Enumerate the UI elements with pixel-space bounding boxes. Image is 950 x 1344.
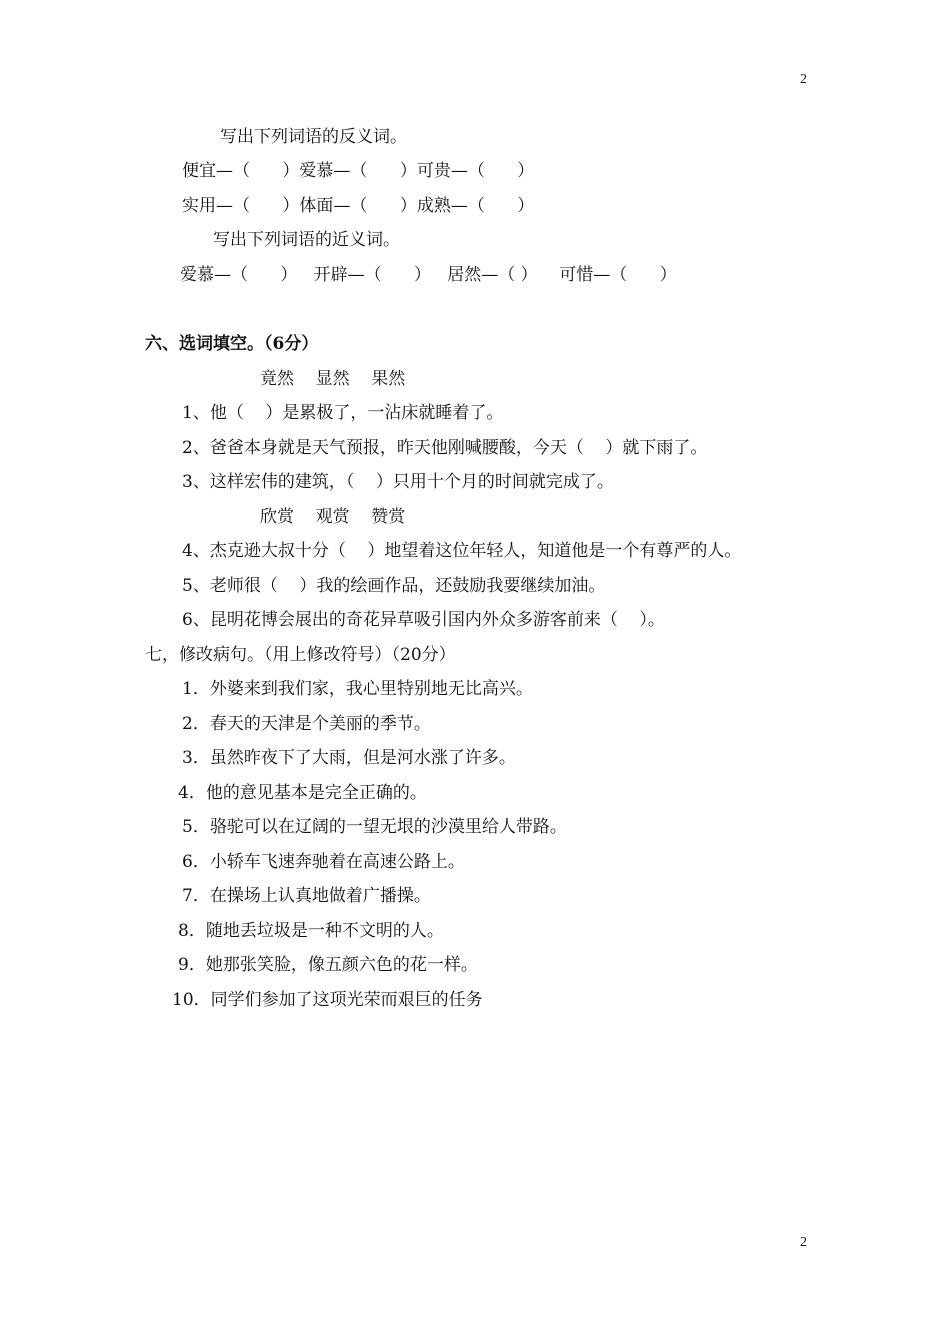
fill-item-5: 5、老师很（ ）我的绘画作品，还鼓励我要继续加油。 bbox=[182, 576, 606, 596]
section-6-title: 六、选词填空。（6分） bbox=[145, 334, 319, 354]
word-choices-b: 欣赏 观赏 赞赏 bbox=[260, 507, 406, 527]
fill-item-2: 2、爸爸本身就是天气预报，昨天他刚喊腰酸，今天（ ）就下雨了。 bbox=[182, 438, 708, 458]
synonyms-instruction: 写出下列词语的近义词。 bbox=[213, 230, 400, 250]
correction-item-3: 3．虽然昨夜下了大雨，但是河水涨了许多。 bbox=[182, 748, 516, 768]
correction-item-8: 8．随地丢垃圾是一种不文明的人。 bbox=[178, 921, 444, 941]
correction-item-5: 5．骆驼可以在辽阔的一望无垠的沙漠里给人带路。 bbox=[182, 817, 567, 837]
synonyms-row-1: 爱慕—（ ） 开辟—（ ） 居然—（ ） 可惜—（ ） bbox=[180, 265, 677, 285]
word-choices-a: 竟然 显然 果然 bbox=[260, 369, 406, 389]
page-number-top: 2 bbox=[800, 72, 807, 87]
antonyms-row-2: 实用—（ ）体面—（ ）成熟—（ ） bbox=[182, 196, 535, 216]
correction-item-7: 7．在操场上认真地做着广播操。 bbox=[182, 886, 431, 906]
correction-item-9: 9．她那张笑脸，像五颜六色的花一样。 bbox=[178, 955, 478, 975]
fill-item-6: 6、昆明花博会展出的奇花异草吸引国内外众多游客前来（ ）。 bbox=[182, 610, 665, 630]
fill-item-4: 4、杰克逊大叔十分（ ）地望着这位年轻人，知道他是一个有尊严的人。 bbox=[182, 541, 742, 561]
correction-item-10: 10．同学们参加了这项光荣而艰巨的任务 bbox=[172, 990, 483, 1010]
correction-item-4: 4．他的意见基本是完全正确的。 bbox=[178, 783, 427, 803]
correction-item-6: 6．小轿车飞速奔驰着在高速公路上。 bbox=[182, 852, 465, 872]
antonyms-instruction: 写出下列词语的反义词。 bbox=[220, 127, 407, 147]
fill-item-1: 1、他（ ）是累极了，一沾床就睡着了。 bbox=[182, 403, 504, 423]
correction-item-2: 2．春天的天津是个美丽的季节。 bbox=[182, 714, 431, 734]
page-number-bottom: 2 bbox=[800, 1235, 807, 1250]
section-7-title: 七，修改病句。（用上修改符号）（20分） bbox=[145, 645, 456, 665]
antonyms-row-1: 便宜—（ ）爱慕—（ ）可贵—（ ） bbox=[182, 161, 535, 181]
correction-item-1: 1．外婆来到我们家，我心里特别地无比高兴。 bbox=[182, 679, 533, 699]
fill-item-3: 3、这样宏伟的建筑，（ ）只用十个月的时间就完成了。 bbox=[182, 472, 614, 492]
